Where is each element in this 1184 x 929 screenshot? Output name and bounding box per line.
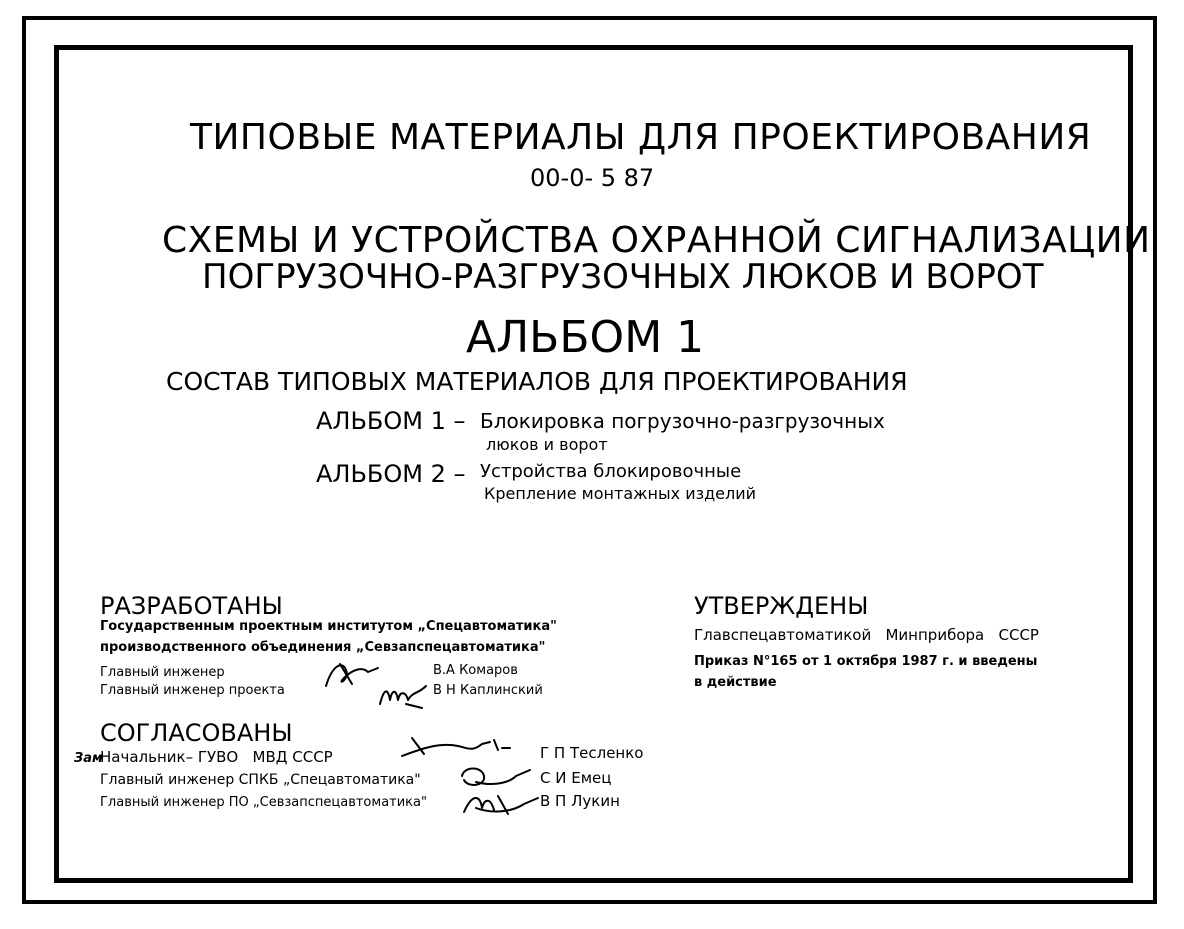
album-1-label: АЛЬБОМ 1 – [316,407,466,435]
agreed-role-2: Главный инженер СПКБ „Спецавтоматика" [100,772,421,788]
album-title: АЛЬБОМ 1 [466,312,705,363]
album-1-line-1: Блокировка погрузочно-разгрузочных [480,409,885,433]
agreed-role-3: Главный инженер ПО „Севзапспецавтоматика" [100,795,427,810]
approved-line-3: в действие [694,675,777,690]
document-title: ТИПОВЫЕ МАТЕРИАЛЫ ДЛЯ ПРОЕКТИРОВАНИЯ [190,117,1092,158]
document-code: 00-0- 5 87 [530,164,655,192]
signature-lukin [458,788,542,820]
agreed-heading: СОГЛАСОВАНЫ [100,719,293,747]
composition-heading: СОСТАВ ТИПОВЫХ МАТЕРИАЛОВ ДЛЯ ПРОЕКТИРОВАНИЯ [166,367,908,396]
agreed-prefix: Зам [74,751,103,766]
developed-name-1: В.А Комаров [433,663,518,678]
approved-heading: УТВЕРЖДЕНЫ [694,592,869,620]
subject-line-2: ПОГРУЗОЧНО-РАЗГРУЗОЧНЫХ ЛЮКОВ И ВОРОТ [202,257,1044,297]
album-2-line-1: Устройства блокировочные [480,461,742,482]
agreed-name-2: С И Емец [540,769,612,787]
signature-kaplinsky [376,678,430,712]
signature-komarov [322,656,382,692]
signature-teslenko [398,732,514,764]
developed-line-1: Государственным проектным институтом „Спецавтоматика" [100,619,557,634]
developed-line-2: производственного объединения „Севзапспецавтоматика" [100,640,546,655]
developed-heading: РАЗРАБОТАНЫ [100,592,283,620]
subject-line-1: СХЕМЫ И УСТРОЙСТВА ОХРАННОЙ СИГНАЛИЗАЦИИ [162,220,1151,261]
agreed-role-1: Начальник– ГУВО МВД СССР [100,748,333,766]
approved-line-2: Приказ N°165 от 1 октября 1987 г. и введены [694,654,1038,669]
developed-name-2: В Н Каплинский [433,683,543,698]
album-1-line-2: люков и ворот [486,435,608,454]
developed-role-1: Главный инженер [100,665,225,680]
album-2-label: АЛЬБОМ 2 – [316,460,466,488]
album-2-line-2: Крепление монтажных изделий [484,484,757,503]
agreed-name-1: Г П Тесленко [540,744,644,762]
agreed-name-3: В П Лукин [540,792,620,810]
developed-role-2: Главный инженер проекта [100,683,285,698]
approved-line-1: Главспецавтоматикой Минприбора СССР [694,626,1039,644]
